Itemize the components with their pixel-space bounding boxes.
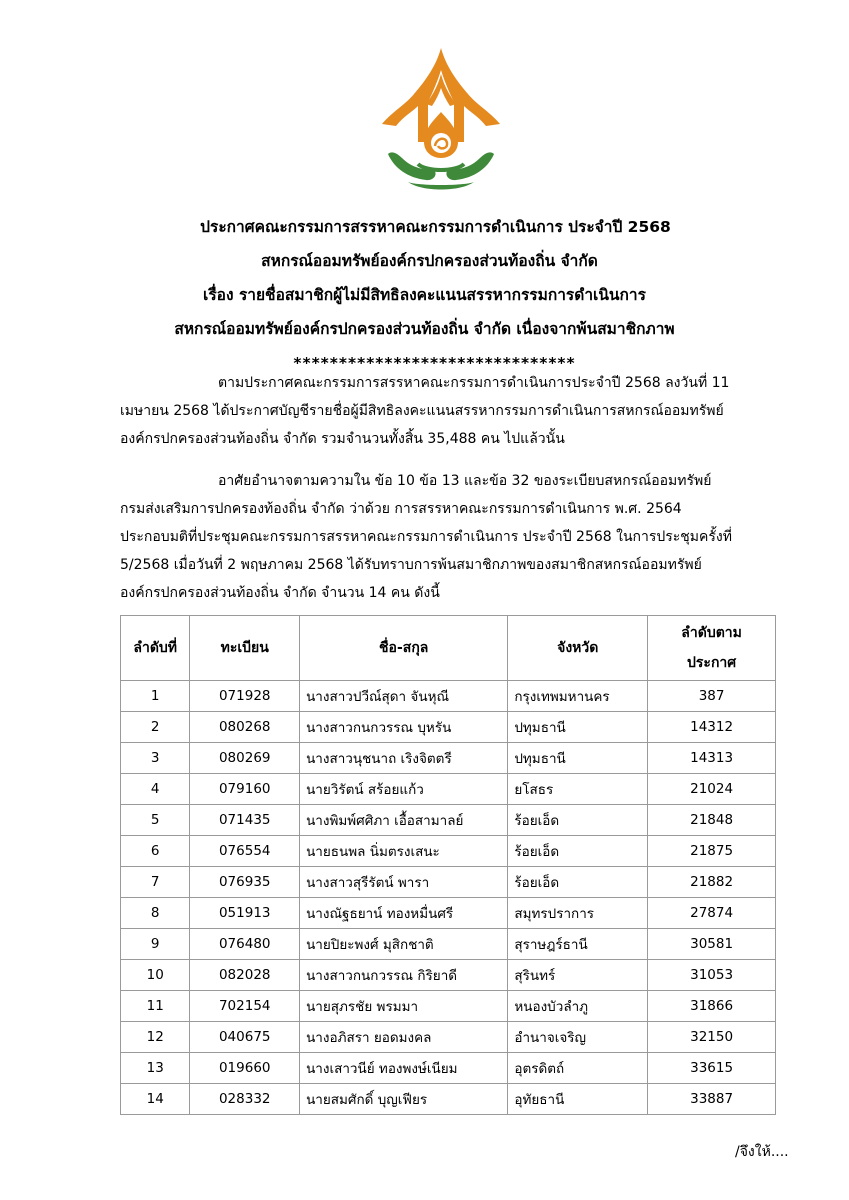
cell-rank: 14313 — [648, 743, 776, 774]
cell-no: 5 — [121, 805, 190, 836]
header-name: ชื่อ-สกุล — [300, 616, 508, 681]
cell-name: นายปิยะพงศ์ มุสิกชาติ — [300, 929, 508, 960]
cell-name: นางสาวกนกวรรณ กิริยาดี — [300, 960, 508, 991]
table-row — [121, 1084, 776, 1115]
table-row — [121, 805, 776, 836]
cell-province: ยโสธร — [508, 774, 648, 805]
cell-no: 4 — [121, 774, 190, 805]
cell-registration: 076480 — [190, 929, 300, 960]
cell-name: นางพิมพ์ศศิภา เอื้อสามาลย์ — [300, 805, 508, 836]
paragraph-line: องค์กรปกครองส่วนท้องถิ่น จำกัด รวมจำนวนทั้งสิ้น 35,488 คน ไปแล้วนั้น — [120, 431, 565, 447]
paragraph-line: 5/2568 เมื่อวันที่ 2 พฤษภาคม 2568 ได้รับทราบการพ้นสมาชิกภาพของสมาชิกสหกรณ์ออมทรัพย์ — [120, 557, 702, 573]
logo-hand-left — [388, 152, 436, 180]
table-row — [121, 898, 776, 929]
cell-no: 2 — [121, 712, 190, 743]
cell-registration: 076554 — [190, 836, 300, 867]
header-no: ลำดับที่ — [121, 616, 190, 681]
cell-registration: 040675 — [190, 1022, 300, 1053]
cell-name: นายวิรัตน์ สร้อยแก้ว — [300, 774, 508, 805]
cell-name: นางเสาวนีย์ ทองพงษ์เนียม — [300, 1053, 508, 1084]
cell-no: 14 — [121, 1084, 190, 1115]
paragraph-line: องค์กรปกครองส่วนท้องถิ่น จำกัด จำนวน 14 คน ดังนี้ — [120, 585, 440, 601]
cell-registration: 080268 — [190, 712, 300, 743]
heading-line-2: สหกรณ์ออมทรัพย์องค์กรปกครองส่วนท้องถิ่น จำกัด — [261, 252, 598, 270]
cell-name: นางสาวปวีณ์สุดา จันหุณี — [300, 681, 508, 712]
cell-rank: 14312 — [648, 712, 776, 743]
cell-rank: 31866 — [648, 991, 776, 1022]
cell-province: สุรินทร์ — [508, 960, 648, 991]
table-row — [121, 712, 776, 743]
cell-province: ร้อยเอ็ด — [508, 836, 648, 867]
cell-name: นางสาวสุรีรัตน์ พารา — [300, 867, 508, 898]
cell-rank: 21882 — [648, 867, 776, 898]
members-table — [120, 615, 776, 1115]
cell-registration: 019660 — [190, 1053, 300, 1084]
cell-name: นางณัฐธยาน์ ทองหมื่นศรี — [300, 898, 508, 929]
cell-name: นายสุภรชัย พรมมา — [300, 991, 508, 1022]
cell-province: สมุทรปราการ — [508, 898, 648, 929]
paragraph-line: ประกอบมติที่ประชุมคณะกรรมการสรรหาคณะกรรมการดำเนินการ ประจำปี 2568 ในการประชุมครั้งที่ — [120, 529, 732, 545]
cell-registration: 051913 — [190, 898, 300, 929]
table-row — [121, 867, 776, 898]
header-province: จังหวัด — [508, 616, 648, 681]
paragraph-1 — [120, 369, 780, 453]
cell-province: ร้อยเอ็ด — [508, 805, 648, 836]
cell-rank: 30581 — [648, 929, 776, 960]
cell-rank: 31053 — [648, 960, 776, 991]
cell-no: 6 — [121, 836, 190, 867]
cell-province: กรุงเทพมหานคร — [508, 681, 648, 712]
announcement-heading — [0, 210, 849, 380]
cell-rank: 33615 — [648, 1053, 776, 1084]
cell-province: อุทัยธานี — [508, 1084, 648, 1115]
cell-registration: 702154 — [190, 991, 300, 1022]
cell-registration: 080269 — [190, 743, 300, 774]
table-row — [121, 743, 776, 774]
cell-rank: 21848 — [648, 805, 776, 836]
cell-no: 1 — [121, 681, 190, 712]
header-rank — [648, 616, 776, 681]
paragraph-line: ตามประกาศคณะกรรมการสรรหาคณะกรรมการดำเนินการประจำปี 2568 ลงวันที่ 11 — [218, 375, 730, 391]
table-row — [121, 960, 776, 991]
cell-province: สุราษฎร์ธานี — [508, 929, 648, 960]
cell-name: นางสาวกนกวรรณ บุหรัน — [300, 712, 508, 743]
cell-rank: 33887 — [648, 1084, 776, 1115]
logo-base — [408, 182, 474, 190]
header-rank-line-2: ประกาศ — [687, 655, 737, 671]
table-header-row — [121, 616, 776, 681]
cell-rank: 32150 — [648, 1022, 776, 1053]
cell-no: 9 — [121, 929, 190, 960]
cell-province: ปทุมธานี — [508, 712, 648, 743]
heading-separator: ******************************* — [293, 354, 576, 372]
table-row — [121, 774, 776, 805]
cell-rank: 21875 — [648, 836, 776, 867]
cell-registration: 028332 — [190, 1084, 300, 1115]
cell-registration: 071435 — [190, 805, 300, 836]
paragraph-line: เมษายน 2568 ได้ประกาศบัญชีรายชื่อผู้มีสิทธิลงคะแนนสรรหากรรมการดำเนินการสหกรณ์ออมทรัพย์ — [120, 403, 724, 419]
cell-registration: 082028 — [190, 960, 300, 991]
continuation-note: /จึงให้.... — [735, 1144, 789, 1160]
heading-subject: เรื่อง รายชื่อสมาชิกผู้ไม่มีสิทธิลงคะแนนสรรหากรรมการดำเนินการ — [203, 286, 646, 304]
cell-name: นางอภิสรา ยอดมงคล — [300, 1022, 508, 1053]
table-row — [121, 991, 776, 1022]
heading-line-4: สหกรณ์ออมทรัพย์องค์กรปกครองส่วนท้องถิ่น จำกัด เนื่องจากพ้นสมาชิกภาพ — [174, 320, 675, 338]
logo-hand-right — [446, 152, 494, 180]
header-rank-line-1: ลำดับตาม — [681, 625, 742, 641]
cell-rank: 27874 — [648, 898, 776, 929]
cell-rank: 21024 — [648, 774, 776, 805]
cell-province: ร้อยเอ็ด — [508, 867, 648, 898]
table-body — [121, 681, 776, 1115]
heading-line-1: ประกาศคณะกรรมการสรรหาคณะกรรมการดำเนินการ ประจำปี 2568 — [200, 218, 671, 236]
cell-no: 10 — [121, 960, 190, 991]
table-row — [121, 1053, 776, 1084]
cell-province: หนองบัวลำภู — [508, 991, 648, 1022]
cell-province: ปทุมธานี — [508, 743, 648, 774]
cell-no: 8 — [121, 898, 190, 929]
cell-province: อุตรดิตถ์ — [508, 1053, 648, 1084]
cell-registration: 076935 — [190, 867, 300, 898]
paragraph-2 — [120, 467, 780, 607]
table-row — [121, 1022, 776, 1053]
paragraph-line: กรมส่งเสริมการปกครองท้องถิ่น จำกัด ว่าด้วย การสรรหาคณะกรรมการดำเนินการ พ.ศ. 2564 — [120, 501, 682, 517]
cell-registration: 071928 — [190, 681, 300, 712]
table-row — [121, 681, 776, 712]
table-row — [121, 929, 776, 960]
cell-no: 7 — [121, 867, 190, 898]
cell-rank: 387 — [648, 681, 776, 712]
cell-no: 3 — [121, 743, 190, 774]
cell-registration: 079160 — [190, 774, 300, 805]
header-registration: ทะเบียน — [190, 616, 300, 681]
cell-name: นางสาวนุชนาถ เริงจิตตรี — [300, 743, 508, 774]
paragraph-line: อาศัยอำนาจตามความใน ข้อ 10 ข้อ 13 และข้อ 32 ของระเบียบสหกรณ์ออมทรัพย์ — [218, 473, 712, 489]
cooperative-logo — [378, 46, 504, 196]
cell-no: 12 — [121, 1022, 190, 1053]
cell-name: นายธนพล นิ่มตรงเสนะ — [300, 836, 508, 867]
cell-no: 11 — [121, 991, 190, 1022]
cell-no: 13 — [121, 1053, 190, 1084]
table-row — [121, 836, 776, 867]
cell-province: อำนาจเจริญ — [508, 1022, 648, 1053]
cell-name: นายสมศักดิ์ บุญเฟียร — [300, 1084, 508, 1115]
